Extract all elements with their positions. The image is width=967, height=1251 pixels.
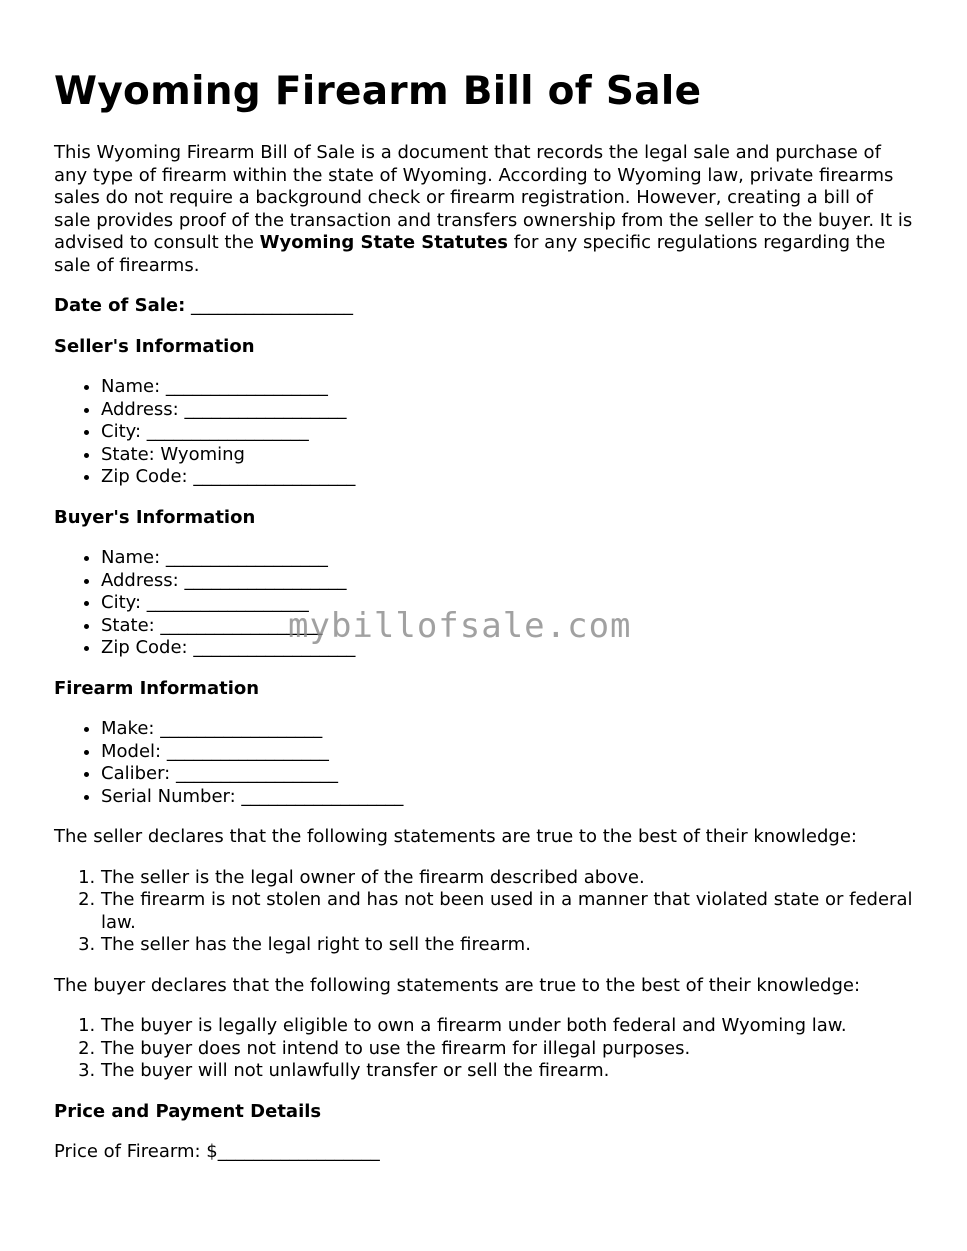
buyer-declaration-item: 1. The buyer is legally eligible to own a firearm under both federal and Wyoming law. [101,1015,914,1038]
seller-declaration-item: 1. The seller is the legal owner of the firearm described above. [101,867,914,890]
date-of-sale-line [54,295,914,318]
buyer-declaration-list [54,1015,914,1083]
buyer-zip-field: • Zip Code: __________________ [101,637,914,660]
watermark: mybillofsale.com [288,606,632,646]
buyer-declaration-item: 2. The buyer does not intend to use the firearm for illegal purposes. [101,1038,914,1061]
intro-paragraph [54,142,914,277]
document-title: Wyoming Firearm Bill of Sale [54,69,702,114]
firearm-info-heading: Firearm Information [54,677,260,699]
firearm-model-field: • Model: __________________ [101,741,914,764]
seller-city-field: • City: __________________ [101,421,914,444]
buyer-city-field: • City: __________________ [101,592,914,615]
firearm-make-field: • Make: __________________ [101,718,914,741]
seller-declaration-intro: The seller declares that the following statements are true to the best of their knowledge: [54,826,857,847]
intro-text-end: for any specific regulations regarding the sale of firearms. [54,232,886,276]
seller-state-field: • State: Wyoming [101,444,914,467]
seller-declaration-list [54,867,914,957]
firearm-caliber-field: • Caliber: __________________ [101,763,914,786]
seller-declaration-item: 3. The seller has the legal right to sell the firearm. [101,934,914,957]
price-heading: Price and Payment Details [54,1100,322,1122]
price-line: Price of Firearm: $__________________ [54,1141,380,1162]
seller-info-list [54,376,914,489]
firearm-serial-field: • Serial Number: __________________ [101,786,914,809]
seller-info-heading: Seller's Information [54,335,255,357]
buyer-state-field: • State: __________________ [101,615,914,638]
buyer-declaration-intro: The buyer declares that the following statements are true to the best of their knowledge: [54,974,861,996]
seller-declaration-item: 2. The firearm is not stolen and has not been used in a manner that violated state or federal law. [101,889,914,934]
seller-name-field: • Name: __________________ [101,376,914,399]
firearm-info-list [54,718,914,808]
intro-text-start: This Wyoming Firearm Bill of Sale is a document that records the legal sale and purchase of any type of firearm within the state of Wyoming. According to Wyoming law, private firearms sales do not require a background check or firearm registration. However, creating a bill of sale provides proof of the transaction and transfers ownership from the seller to the buyer. It is advised to consult the [54,142,913,253]
date-of-sale-blank: __________________ [185,295,354,316]
date-of-sale-label: Date of Sale: [54,295,186,316]
buyer-info-heading: Buyer's Information [54,506,256,528]
seller-zip-field: • Zip Code: __________________ [101,466,914,489]
seller-address-field: • Address: __________________ [101,399,914,422]
statutes-reference: Wyoming State Statutes [259,232,508,253]
document-page [54,0,914,1164]
buyer-name-field: • Name: __________________ [101,547,914,570]
buyer-address-field: • Address: __________________ [101,570,914,593]
buyer-declaration-item: 3. The buyer will not unlawfully transfer or sell the firearm. [101,1060,914,1083]
